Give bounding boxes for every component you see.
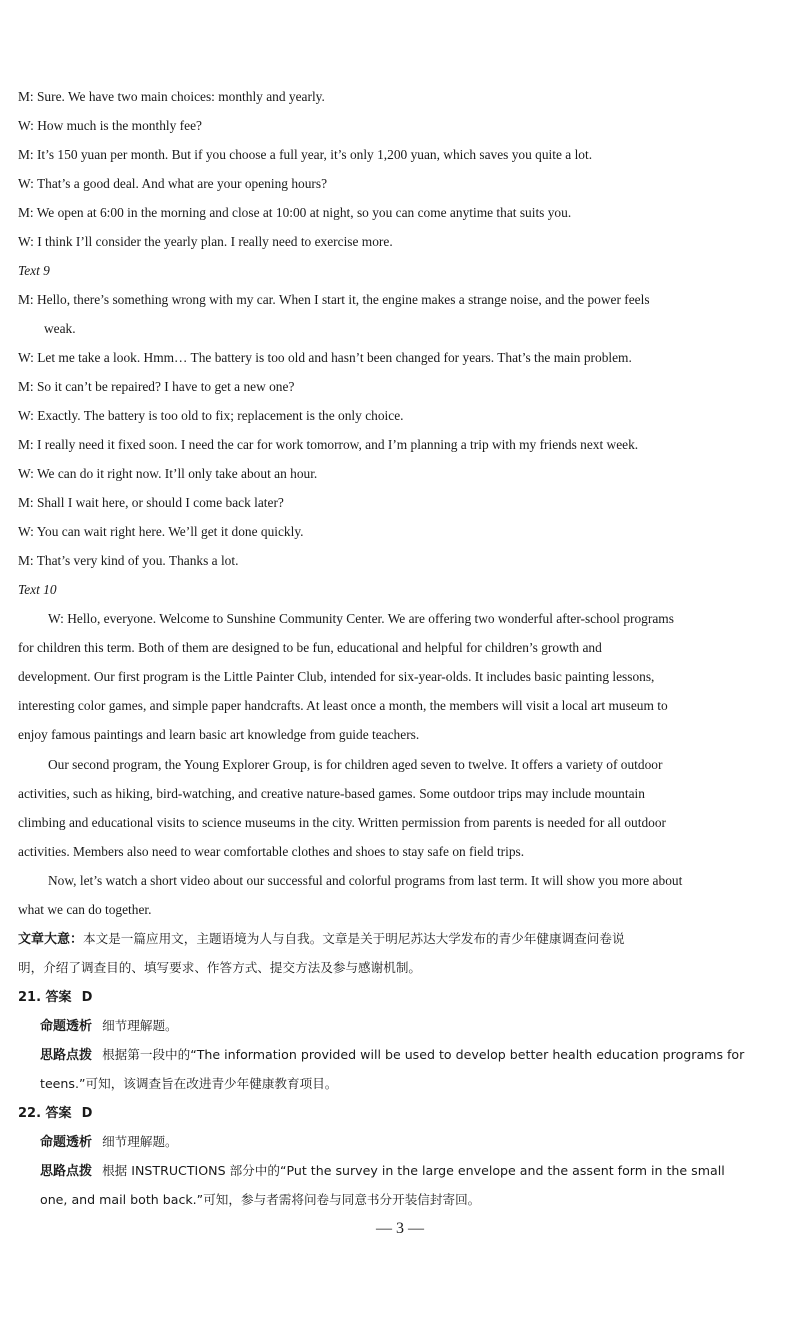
passage-line: what we can do together. [18, 902, 152, 917]
page-number: — 3 — [376, 1220, 424, 1237]
question-21-hint-continuation: teens.”可知，该调查旨在改进青少年健康教育项目。 [40, 1076, 338, 1091]
answer-value: D [81, 990, 93, 1005]
passage-line: development. Our first program is the Little Painter Club, intended for six-year-olds. It includes basic painting lessons, [18, 669, 655, 684]
dialogue-line: M: It’s 150 yuan per month. But if you choose a full year, it’s only 1,200 yuan, which saves you quite a lot. [18, 147, 593, 162]
hint-label: 思路点拨 [40, 1164, 93, 1179]
dialogue-line: W: That’s a good deal. And what are your opening hours? [18, 176, 328, 191]
dialogue-line: M: Hello, there’s something wrong with my car. When I start it, the engine makes a strange noise, and the power feels [18, 292, 650, 307]
answer-value: D [81, 1106, 93, 1121]
dialogue-line: M: Shall I wait here, or should I come back later? [18, 495, 284, 510]
dialogue-line: M: That’s very kind of you. Thanks a lot. [18, 553, 239, 568]
dialogue-line: W: Let me take a look. Hmm… The battery is too old and hasn’t been changed for years. That’s the main problem. [18, 350, 632, 365]
passage-line: Our second program, the Young Explorer Group, is for children aged seven to twelve. It offers a variety of outdoor [48, 757, 663, 772]
summary-text: 本文是一篇应用文，主题语境为人与自我。文章是关于明尼苏达大学发布的青少年健康调查问卷说 [83, 931, 625, 946]
passage-line: for children this term. Both of them are designed to be fun, educational and helpful for children’s growth and [18, 640, 602, 655]
dialogue-line-continuation: weak. [44, 321, 76, 336]
article-summary [18, 930, 786, 949]
analysis-label: 命题透析 [40, 1135, 93, 1150]
question-21-analysis [40, 1017, 786, 1036]
article-summary-continuation: 明，介绍了调查目的、填写要求、作答方式、提交方法及参与感谢机制。 [18, 960, 421, 975]
dialogue-line: M: I really need it fixed soon. I need the car for work tomorrow, and I’m planning a trip with my friends next week. [18, 437, 639, 452]
question-21-answer [18, 988, 786, 1007]
passage-line: enjoy famous paintings and learn basic art knowledge from guide teachers. [18, 727, 420, 742]
passage-line: climbing and educational visits to science museums in the city. Written permission from parents is needed for all outdoor [18, 815, 667, 830]
question-22-hint-continuation: one, and mail both back.”可知，参与者需将问卷与同意书分开装信封寄回。 [40, 1192, 481, 1207]
dialogue-line: W: How much is the monthly fee? [18, 118, 202, 133]
hint-text: 根据第一段中的“The information provided will be used to develop better health education programs for [102, 1047, 745, 1062]
dialogue-line: W: We can do it right now. It’ll only take about an hour. [18, 466, 318, 481]
question-21-hint [40, 1046, 786, 1065]
summary-label: 文章大意： [18, 932, 84, 947]
dialogue-line: W: Exactly. The battery is too old to fix; replacement is the only choice. [18, 408, 404, 423]
dialogue-line: M: We open at 6:00 in the morning and close at 10:00 at night, so you can come anytime that suits you. [18, 205, 572, 220]
section-heading-text-9: Text 9 [18, 263, 50, 278]
passage-line: activities. Members also need to wear comfortable clothes and shoes to stay safe on field trips. [18, 844, 525, 859]
section-heading-text-10: Text 10 [18, 582, 57, 597]
question-22-hint [40, 1162, 786, 1181]
answer-label: 21. 答案 [18, 990, 72, 1005]
analysis-label: 命题透析 [40, 1019, 93, 1034]
dialogue-line: M: So it can’t be repaired? I have to get a new one? [18, 379, 295, 394]
question-22-analysis [40, 1133, 786, 1152]
dialogue-line: W: You can wait right here. We’ll get it done quickly. [18, 524, 304, 539]
hint-text: 根据 INSTRUCTIONS 部分中的“Put the survey in the large envelope and the assent form in the small [102, 1163, 725, 1178]
passage-line: activities, such as hiking, bird-watching, and creative nature-based games. Some outdoor trips may include mountain [18, 786, 645, 801]
question-22-answer [18, 1104, 786, 1123]
dialogue-line: M: Sure. We have two main choices: monthly and yearly. [18, 89, 325, 104]
passage-line: W: Hello, everyone. Welcome to Sunshine Community Center. We are offering two wonderful after-school programs [48, 611, 674, 626]
answer-label: 22. 答案 [18, 1106, 72, 1121]
hint-label: 思路点拨 [40, 1048, 93, 1063]
passage-line: interesting color games, and simple paper handcrafts. At least once a month, the members will visit a local art museum to [18, 698, 668, 713]
analysis-text: 细节理解题。 [102, 1018, 178, 1033]
analysis-text: 细节理解题。 [102, 1134, 178, 1149]
dialogue-line: W: I think I’ll consider the yearly plan. I really need to exercise more. [18, 234, 393, 249]
passage-line: Now, let’s watch a short video about our successful and colorful programs from last term. It will show you more about [48, 873, 683, 888]
